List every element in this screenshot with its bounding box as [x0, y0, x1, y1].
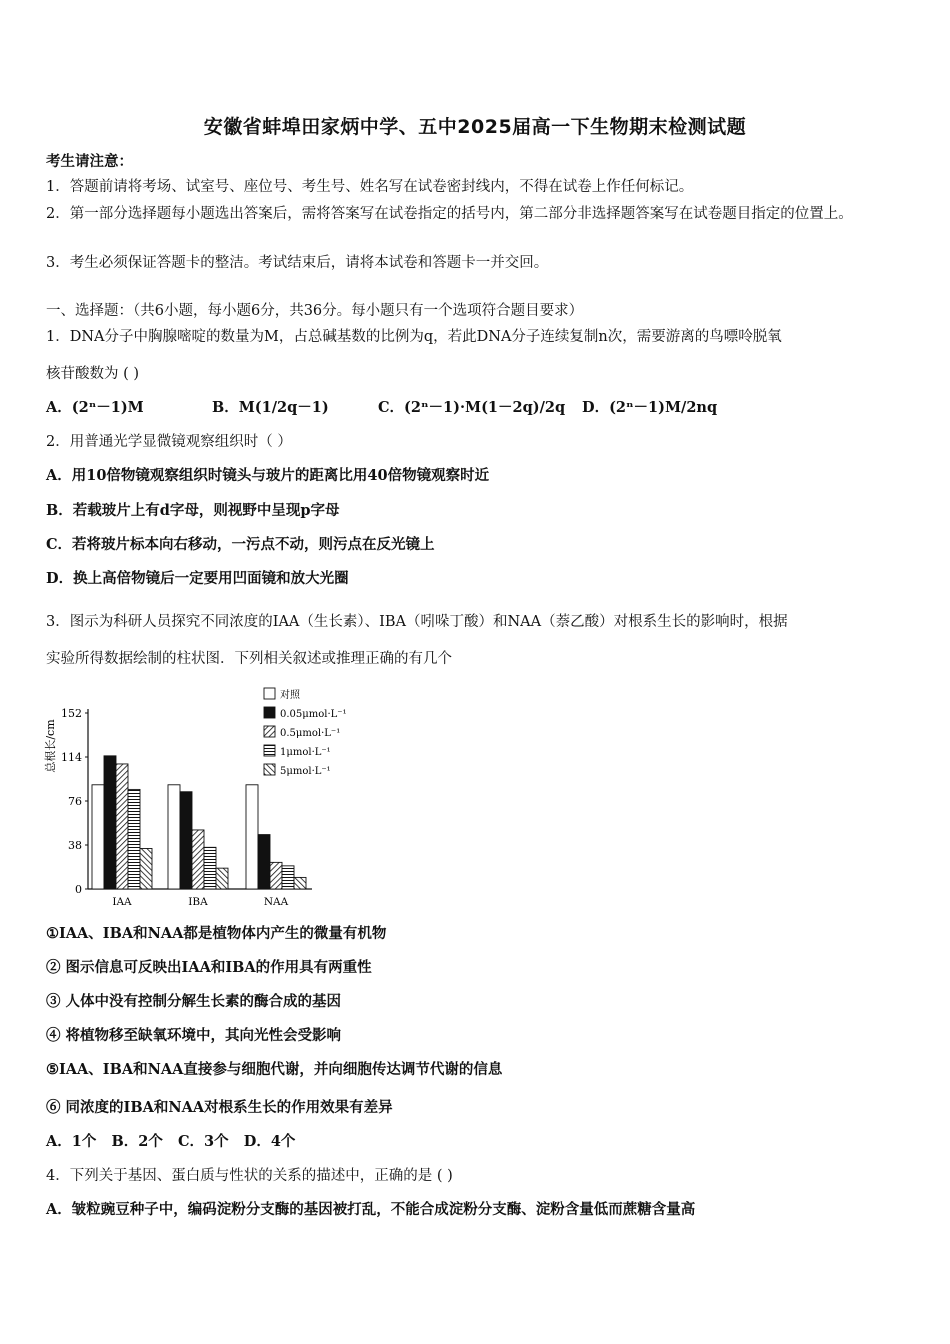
q1-option-d: D．(2ⁿ－1)M/2nq [582, 399, 718, 416]
notice-item-3: 3．考生必须保证答题卡的整洁。考试结束后，请将本试卷和答题卡一并交回。 [46, 255, 549, 271]
q3-stem-line2: 实验所得数据绘制的柱状图．下列相关叙述或推理正确的有几个 [46, 651, 452, 667]
q2-option-b: B．若载玻片上有d字母，则视野中呈现p字母 [46, 502, 340, 519]
bar-iaa-0 [92, 785, 104, 889]
q1-option-a: A．(2ⁿ－1)M [46, 399, 144, 416]
legend-swatch [264, 764, 275, 775]
bar-iaa-1 [104, 756, 116, 889]
y-tick-label: 114 [61, 751, 82, 764]
q1-stem-line1: 1．DNA分子中胸腺嘧啶的数量为M，占总碱基数的比例为q，若此DNA分子连续复制n次，需要游离的鸟嘌呤脱氧 [46, 329, 782, 345]
y-tick-label: 152 [61, 707, 82, 720]
q4-stem: 4．下列关于基因、蛋白质与性状的关系的描述中，正确的是 ( ) [46, 1168, 453, 1184]
legend-label: 5μmol·L⁻¹ [280, 766, 331, 777]
section-heading: 一、选择题：（共6小题，每小题6分，共36分。每小题只有一个选项符合题目要求） [46, 303, 584, 319]
bar-iba-0 [168, 785, 180, 889]
bar-iba-3 [204, 847, 216, 889]
q1-stem-line2: 核苷酸数为 ( ) [46, 366, 140, 382]
notice-item-2: 2．第一部分选择题每小题选出答案后，需将答案写在试卷指定的括号内，第二部分非选择题答案写在试卷题目指定的位置上。 [46, 206, 853, 222]
q3-stem-line1: 3．图示为科研人员探究不同浓度的IAA（生长素）、IBA（吲哚丁酸）和NAA（萘乙酸）对根系生长的影响时，根据 [46, 614, 788, 630]
legend-label: 对照 [280, 690, 300, 701]
bar-naa-0 [246, 785, 258, 889]
q2-option-d: D．换上高倍物镜后一定要用凹面镜和放大光圈 [46, 570, 349, 587]
q2-option-a: A．用10倍物镜观察组织时镜头与玻片的距离比用40倍物镜观察时近 [46, 467, 490, 484]
bar-naa-2 [270, 862, 282, 889]
q3-statement-6: ⑥ 同浓度的IBA和NAA对根系生长的作用效果有差异 [46, 1099, 393, 1116]
bar-iba-2 [192, 830, 204, 889]
q3-options: A．1个 B．2个 C．3个 D．4个 [46, 1133, 296, 1150]
legend-label: 0.5μmol·L⁻¹ [280, 728, 341, 739]
q1-options [46, 398, 908, 418]
x-tick-label: IAA [112, 896, 132, 908]
q1-option-b: B．M(1/2q－1) [212, 399, 329, 416]
q4-option-a: A．皱粒豌豆种子中，编码淀粉分支酶的基因被打乱，不能合成淀粉分支酶、淀粉含量低而蔗糖含量高 [46, 1201, 696, 1218]
legend-swatch [264, 707, 275, 718]
bar-naa-4 [294, 877, 306, 889]
bars [92, 756, 306, 889]
bar-iaa-3 [128, 789, 140, 889]
legend-swatch [264, 688, 275, 699]
legend [264, 688, 347, 777]
bar-naa-1 [258, 835, 270, 889]
legend-label: 0.05μmol·L⁻¹ [280, 709, 347, 720]
bar-iaa-2 [116, 764, 128, 889]
x-axis-labels [112, 896, 288, 908]
x-tick-label: NAA [263, 896, 289, 908]
legend-label: 1μmol·L⁻¹ [280, 747, 331, 758]
bar-naa-3 [282, 866, 294, 889]
y-tick-label: 38 [68, 839, 82, 852]
q3-statement-2: ② 图示信息可反映出IAA和IBA的作用具有两重性 [46, 959, 372, 976]
y-tick-label: 0 [75, 883, 82, 896]
x-tick-label: IBA [188, 896, 208, 908]
q3-statement-1: ①IAA、IBA和NAA都是植物体内产生的微量有机物 [46, 925, 387, 942]
root-length-bar-chart [44, 684, 350, 910]
y-tick-label: 76 [68, 795, 82, 808]
q2-option-c: C．若将玻片标本向右移动，一污点不动，则污点在反光镜上 [46, 536, 435, 553]
bar-iba-1 [180, 792, 192, 889]
bar-iba-4 [216, 868, 228, 889]
legend-swatch [264, 726, 275, 737]
q1-option-c: C．(2ⁿ－1)·M(1－2q)/2q [378, 399, 566, 416]
bar-iaa-4 [140, 848, 152, 889]
y-axis-label: 总根长/cm [44, 719, 57, 773]
q2-stem: 2．用普通光学显微镜观察组织时（ ） [46, 434, 292, 450]
page-title: 安徽省蚌埠田家炳中学、五中2025届高一下生物期末检测试题 [203, 116, 747, 138]
legend-swatch [264, 745, 275, 756]
notice-item-1: 1．答题前请将考场、试室号、座位号、考生号、姓名写在试卷密封线内，不得在试卷上作任何标记。 [46, 179, 694, 195]
q3-statement-5: ⑤IAA、IBA和NAA直接参与细胞代谢，并向细胞传达调节代谢的信息 [46, 1061, 503, 1078]
q3-statement-4: ④ 将植物移至缺氧环境中，其向光性会受影响 [46, 1027, 342, 1044]
q3-statement-3: ③ 人体中没有控制分解生长素的酶合成的基因 [46, 993, 342, 1010]
notice-heading: 考生请注意： [46, 153, 133, 170]
